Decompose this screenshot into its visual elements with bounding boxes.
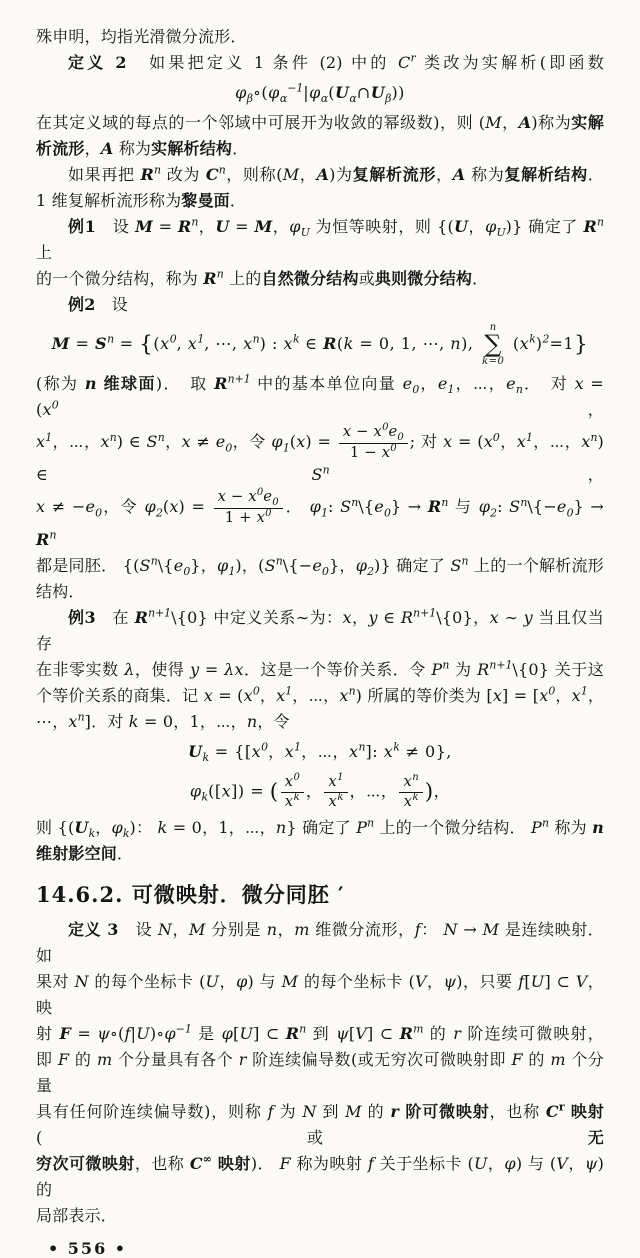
text-line: 例1 设 $M = R^n$，U = M，$\varphi_U$ 为恒等映射，则 {(U，$\varphi_U$)} 确定了 $R^n$ 上: [36, 215, 605, 262]
text-line: 穷次可微映射，也称 C∞ 映射)． F 称为映射 f 关于坐标卡 (U，φ) 与 (V，ψ) 的: [36, 1152, 605, 1200]
text-line: (称为 n 维球面)． 取 $R^{n+1}$ 中的基本单位向量 $e_0$，$e_1$，⋯，$e_n$． 对 $x = (x^0$，: [36, 372, 604, 419]
text-line: 个等价关系的商集．记 $x = (x^0$，$x^1$，⋯，$x^n$) 所属的等价类为 $[x] = [x^0$，$x^1$，: [36, 685, 605, 706]
display-formula: $U_k = \{[x^0$，$x^1$，⋯，$x^n$]: $x^k \ne 0$},: [188, 741, 452, 765]
display-formula: $\varphi_\beta\circ(\varphi_\alpha^{-1}|\varphi_\alpha(U_\alpha\cap U_\beta))$: [235, 81, 405, 106]
text-line: 在其定义域的每点的一个邻域中可展开为收敛的幂级数)，则 (M，A)称为实解: [36, 113, 605, 132]
text-line: 即 F 的 m 个分量具有各个 r 阶连续偏导数(或无穷次可微映射即 F 的 m 个分量: [36, 1050, 604, 1096]
fraction: $\frac{x - x^0e_0}{1 - x^0}$: [339, 423, 408, 462]
section-heading: 14.6.2. 可微映射．微分同胚 ′: [36, 882, 345, 908]
page-text: [36, 24, 604, 1229]
page-number: • 556 •: [48, 1239, 127, 1258]
text-line: 析流形，A 称为实解析结构．: [36, 139, 249, 158]
text-line: 都是同胚． {($S^n\backslash\{e_0\}$，$\varphi_1$)，($S^n\backslash\{-e_0\}$，$\varphi_2$)} 确定了 $S^n$ 上的一个解析流形: [36, 555, 605, 579]
text-line: 如果再把 $R^n$ 改为 $C^n$，则称(M，A)为复解析流形，A 称为复解析结构．: [68, 163, 604, 184]
display-formula: $\varphi_k([x])$ = ( $\frac{x^0}{x^k}$ ， $\frac{x^1}{x^k}$ ，⋯， $\frac{x^n}{x^k}$ )，: [189, 772, 451, 810]
text-line: 殊申明，均指光滑微分流形．: [36, 27, 247, 46]
text-line: 结构．: [36, 582, 85, 602]
text-line: 定义 2 如果把定义 1 条件 (2) 中的 $C^r$ 类改为实解析(即函数: [68, 51, 604, 72]
text-line: $x^1$，⋯，$x^n$) ∈ $S^n$，$x \ne e_0$，令 $\varphi_1(x)$ = $\frac{x - x^0e_0}{1 - x^0}$ ; 对 $x = (x^0$，$x^1$，⋯，$x^n$) ∈ $S^n$，: [36, 421, 604, 485]
fraction: $\frac{x^n}{x^k}$: [399, 773, 422, 811]
text-line: 果对 N 的每个坐标卡 (U，φ) 与 M 的每个坐标卡 (V，ψ)，只要 f[U] ⊂ V，映: [36, 972, 604, 1018]
fraction: $\frac{x^0}{x^k}$: [281, 773, 304, 811]
text-line: 的一个微分结构，称为 $R^n$ 上的自然微分结构或典则微分结构．: [36, 267, 489, 288]
text-line: 定义 3 设 N，M 分别是 n，m 维微分流形，f： N → M 是连续映射． 如: [36, 920, 604, 966]
text-line: 1 维复解析流形称为黎曼面．: [36, 191, 247, 210]
fraction: $\frac{x^1}{x^k}$: [324, 773, 347, 811]
text-line: ⋯，$x^n$]．对 k = 0，1，⋯，n，令: [36, 711, 290, 732]
text-line: $x \ne -e_0$，令 $\varphi_2(x)$ = $\frac{x - x^0e_0}{1 + x^0}$ ． $\varphi_1$: $S^n\backslash\{e_0\} \to R^n$ 与 $\varphi_2$: $S^n\backslash\{-e_0\} \to R^n$: [36, 487, 604, 550]
display-formula: $M = S^n = \{(x^0$, $x^1$, ⋯, $x^n$) : $x^k$ ∈ R(k = 0, 1, ⋯, n), n ∑ k=0 $(x^k)^2=1$}: [51, 322, 589, 367]
text-line: 例3 在 $R^{n+1}\backslash\{0\}$ 中定义关系∼为：x，y ∈ $R^{n+1}\backslash\{0\}$，x ∼ y 当且仅当存: [36, 607, 605, 654]
text-line: 射 $F = \psi\circ(f|U)\circ\varphi^{-1}$ 是 φ[U] ⊂ $R^n$ 到 ψ[V] ⊂ $R^m$ 的 r 阶连续可微映射，: [36, 1022, 605, 1044]
text-line: 例2 设: [68, 295, 128, 314]
text-line: 在非零实数 λ，使得 y = λx．这是一个等价关系．令 $P^n$ 为 $R^{n+1}\backslash\{0\}$ 关于这: [36, 659, 604, 680]
text-line: 则 {($U_k$，$\varphi_k$)： k = 0，1，⋯，n} 确定了 $P^n$ 上的一个微分结构． $P^n$ 称为 n: [36, 816, 605, 841]
text-line: 局部表示．: [36, 1206, 118, 1226]
text-line: 具有任何阶连续偏导数)，则称 f 为 N 到 M 的 r 阶可微映射，也称 $C^r$ 映射(或无: [36, 1100, 604, 1148]
sum-operator: n ∑ k=0: [482, 322, 505, 367]
text-line: 维射影空间．: [36, 844, 134, 864]
fraction: $\frac{x - x^0e_0}{1 + x^0}$: [214, 488, 283, 527]
